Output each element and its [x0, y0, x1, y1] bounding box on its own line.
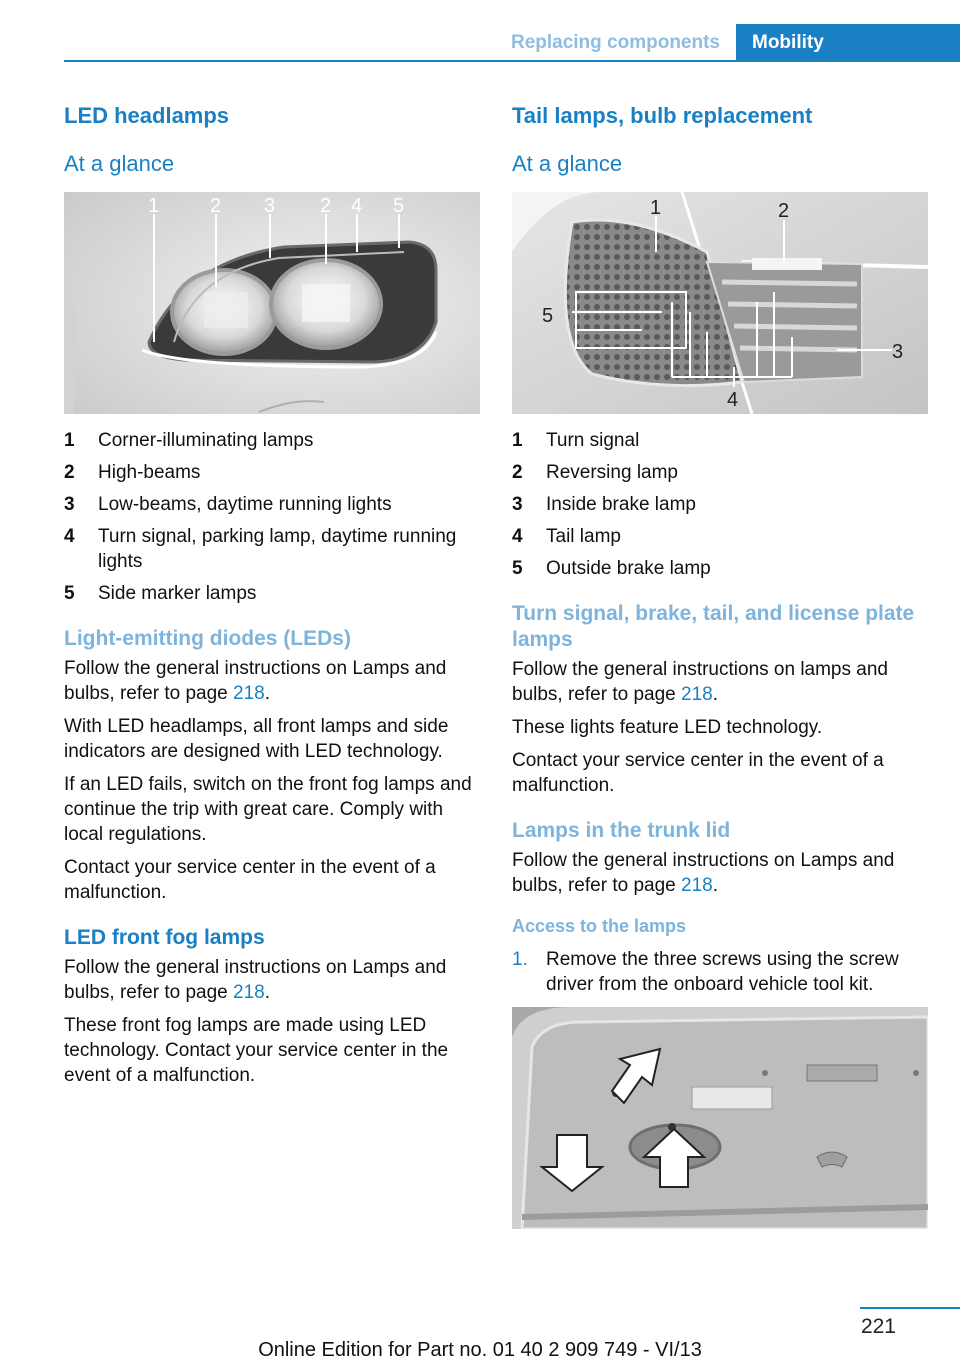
legend-item	[64, 492, 480, 517]
callout-label: 2	[320, 195, 332, 217]
legend-text: Tail lamp	[546, 526, 621, 547]
legend-item	[64, 428, 480, 453]
fog-paragraph: These front fog lamps are made using LED technology. Contact your service center in the event of a malfunction.	[64, 1015, 449, 1086]
legend-item	[512, 524, 928, 549]
legend-text: Turn signal	[546, 430, 640, 451]
headlamp-legend	[64, 428, 480, 606]
step-num: 1.	[512, 949, 528, 970]
turn-signal-lamps-heading: Turn signal, brake, tail, and license plate lamps	[512, 602, 915, 651]
trunk-paragraph: Follow the general instructions on Lamps and bulbs, refer to page 218.	[512, 850, 895, 896]
callout-label: 4	[727, 389, 739, 411]
legend-num: 4	[512, 526, 523, 547]
page-link-218[interactable]: 218	[233, 683, 265, 704]
legend-num: 5	[512, 558, 523, 579]
tail-lamp-illustration	[512, 192, 928, 414]
leds-heading: Light-emitting diodes (LEDs)	[64, 627, 351, 650]
legend-num: 1	[512, 430, 523, 451]
callout-label: 1	[148, 195, 160, 217]
legend-text: Side marker lamps	[98, 583, 257, 604]
step-text: Remove the three screws using the screw driver from the onboard vehicle tool kit.	[546, 949, 899, 995]
header-section: Replacing components	[510, 32, 720, 53]
legend-text: Reversing lamp	[546, 462, 678, 483]
page-number: 221	[860, 1315, 896, 1338]
headlamp-illustration	[64, 192, 480, 414]
leds-paragraph: With LED headlamps, all front lamps and side indicators are designed with LED technology.	[64, 716, 449, 762]
access-steps	[512, 947, 928, 997]
legend-num: 2	[64, 462, 75, 483]
callout-label: 5	[393, 195, 405, 217]
leds-paragraph: Follow the general instructions on Lamps and bulbs, refer to page 218.	[64, 658, 447, 704]
legend-item	[512, 460, 928, 485]
headlamp-figure	[64, 192, 480, 414]
trunk-lid-illustration	[512, 1007, 928, 1229]
at-a-glance-heading: At a glance	[512, 151, 623, 176]
legend-num: 1	[64, 430, 75, 451]
footer-rule	[860, 1307, 960, 1309]
tail-lamps-title: Tail lamps, bulb replacement	[512, 103, 813, 128]
legend-num: 3	[512, 494, 523, 515]
tsb-paragraph: Contact your service center in the event of a malfunction.	[512, 750, 884, 796]
legend-item	[512, 556, 928, 581]
trunk-lid-lamps-heading: Lamps in the trunk lid	[512, 819, 731, 842]
tail-lamp-legend	[512, 428, 928, 581]
callout-label: 3	[264, 195, 276, 217]
callout-label: 4	[351, 195, 363, 217]
page-link-218[interactable]: 218	[681, 875, 713, 896]
callout-label: 2	[778, 200, 790, 222]
fog-paragraph: Follow the general instructions on Lamps and bulbs, refer to page 218.	[64, 957, 447, 1003]
at-a-glance-heading: At a glance	[64, 151, 175, 176]
legend-text: Outside brake lamp	[546, 558, 711, 579]
legend-text: Low-beams, daytime running lights	[98, 494, 392, 515]
header-chapter-tab[interactable]: Mobility	[736, 24, 960, 62]
legend-num: 5	[64, 583, 75, 604]
callout-label: 2	[210, 195, 222, 217]
legend-item	[64, 524, 480, 574]
fog-lamps-heading: LED front fog lamps	[64, 926, 265, 949]
left-column	[64, 100, 480, 1096]
leds-paragraph: Contact your service center in the event of a malfunction.	[64, 857, 436, 903]
tail-lamp-figure	[512, 192, 928, 414]
legend-num: 4	[64, 526, 75, 547]
callout-label: 3	[892, 341, 904, 363]
legend-num: 2	[512, 462, 523, 483]
led-headlamps-title: LED headlamps	[64, 103, 230, 128]
page-link-218[interactable]: 218	[233, 982, 265, 1003]
access-heading: Access to the lamps	[512, 916, 687, 936]
page-footer	[0, 1303, 960, 1361]
callout-label: 5	[542, 305, 554, 327]
right-column	[512, 100, 928, 1229]
legend-item	[512, 492, 928, 517]
legend-text: Corner-illuminating lamps	[98, 430, 314, 451]
legend-item	[512, 428, 928, 453]
page-header	[64, 24, 960, 62]
legend-text: Inside brake lamp	[546, 494, 696, 515]
legend-text: High-beams	[98, 462, 201, 483]
callout-label: 1	[650, 197, 662, 219]
trunk-lid-figure	[512, 1007, 928, 1229]
page-link-218[interactable]: 218	[681, 684, 713, 705]
edition-line: Online Edition for Part no. 01 40 2 909 749 - VI/13	[258, 1339, 702, 1361]
tsb-paragraph: Follow the general instructions on lamps and bulbs, refer to page 218.	[512, 659, 888, 705]
tsb-paragraph: These lights feature LED technology.	[512, 717, 823, 738]
step-item	[512, 947, 928, 997]
legend-num: 3	[64, 494, 75, 515]
header-rule	[64, 60, 960, 62]
leds-paragraph: If an LED fails, switch on the front fog lamps and continue the trip with great care. Comply with local regulations.	[64, 774, 472, 845]
legend-text: Turn signal, parking lamp, daytime running lights	[98, 526, 457, 572]
legend-item	[64, 460, 480, 485]
legend-item	[64, 581, 480, 606]
